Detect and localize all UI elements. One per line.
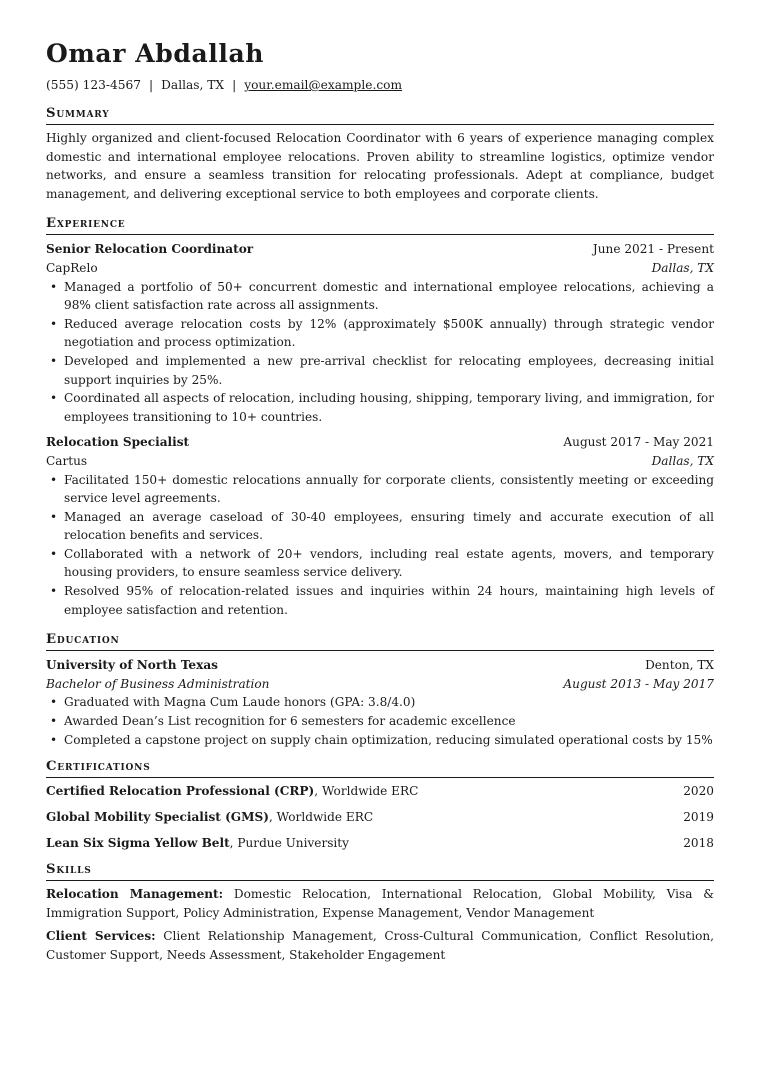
bullet-dot-icon: • [50, 472, 58, 487]
bullet-item [50, 278, 714, 315]
bullet-text: Resolved 95% of relocation-related issues and inquiries within 24 hours, maintaining high levels of employee satisfaction and retention. [64, 584, 714, 617]
certifications-heading: Certifications [46, 758, 714, 778]
job-title: Senior Relocation Coordinator [46, 242, 254, 257]
education-entry [46, 656, 714, 749]
location-text: Dallas, TX [161, 78, 225, 92]
bullet-text: Managed a portfolio of 50+ concurrent domestic and international employee relocations, achieving a 98% client satisfaction rate across all assignments. [64, 279, 714, 313]
phone-number: (555) 123-4567 [46, 78, 142, 92]
bullet-item [50, 712, 714, 731]
bullet-item [50, 471, 714, 508]
job-dates: June 2021 - Present [592, 242, 714, 257]
certification-item [46, 808, 714, 827]
summary-section [46, 105, 714, 203]
certification-issuer: , Purdue University [229, 836, 349, 851]
skill-text: Client Relationship Management, Cross-Cultural Communication, Conflict Resolution, Customer Support, Needs Assessment, Stakeholder Engagement [46, 929, 714, 962]
job-bullets [46, 278, 714, 427]
bullet-item [50, 352, 714, 389]
bullet-item [50, 582, 714, 619]
job-bullets [46, 471, 714, 620]
certification-item [46, 782, 714, 801]
contact-line [46, 77, 714, 93]
education-section [46, 631, 714, 749]
job-company-row [46, 452, 714, 471]
bullet-text: Reduced average relocation costs by 12% (approximately $500K annually) through strategic vendor negotiation and process optimization. [64, 316, 714, 350]
bullet-text: Completed a capstone project on supply chain optimization, reducing simulated operational costs by 15% [64, 732, 713, 747]
skills-list [46, 885, 714, 964]
certification-name: Lean Six Sigma Yellow Belt [46, 836, 230, 851]
school-row [46, 656, 714, 675]
certification-year: 2019 [683, 810, 714, 825]
experience-section [46, 215, 714, 619]
contact-separator: | [232, 78, 237, 92]
bullet-dot-icon: • [50, 732, 58, 747]
job-title-row [46, 240, 714, 259]
certification-list [46, 782, 714, 853]
email-link[interactable]: your.email@example.com [244, 78, 403, 92]
bullet-text: Coordinated all aspects of relocation, including housing, shipping, temporary living, and immigration, for employees transitioning to 10+ countries. [64, 391, 714, 424]
job-company-row [46, 259, 714, 278]
bullet-dot-icon: • [50, 546, 58, 561]
certification-issuer: , Worldwide ERC [314, 784, 419, 799]
certification-year: 2018 [683, 836, 714, 851]
job-company: CapRelo [46, 260, 98, 275]
bullet-dot-icon: • [50, 316, 58, 331]
school-name: University of North Texas [46, 658, 218, 673]
bullet-dot-icon: • [50, 509, 58, 524]
bullet-item [50, 508, 714, 545]
bullet-text: Managed an average caseload of 30-40 employees, ensuring timely and accurate execution of all relocation benefits and services. [64, 509, 714, 543]
bullet-item [50, 545, 714, 582]
bullet-dot-icon: • [50, 279, 58, 294]
bullet-dot-icon: • [50, 695, 58, 710]
bullet-dot-icon: • [50, 714, 58, 729]
bullet-dot-icon: • [50, 391, 58, 406]
education-dates: August 2013 - May 2017 [563, 676, 714, 691]
candidate-name: Omar Abdallah [46, 39, 265, 68]
bullet-item [50, 389, 714, 426]
job-entry [46, 433, 714, 619]
bullet-item [50, 731, 714, 750]
skill-label: Client Services: [46, 929, 156, 944]
skill-group [46, 885, 714, 922]
summary-text: Highly organized and client-focused Relocation Coordinator with 6 years of experience managing complex domestic and international employee relocations. Proven ability to streamline logistics, optimize vendor networks, and ensure a seamless transition for relocating professionals. Adept at compliance, budget management, and delivering exceptional service to both employees and corporate clients. [46, 131, 714, 201]
skill-text: Domestic Relocation, International Relocation, Global Mobility, Visa & Immigration Support, Policy Administration, Expense Management, Vendor Management [46, 887, 714, 920]
bullet-item [50, 315, 714, 352]
bullet-text: Awarded Dean’s List recognition for 6 semesters for academic excellence [64, 714, 516, 729]
certification-year: 2020 [683, 784, 714, 799]
school-location: Denton, TX [645, 658, 714, 673]
bullet-dot-icon: • [50, 584, 58, 599]
contact-separator: | [149, 78, 154, 92]
education-bullets [46, 693, 714, 749]
skill-group [46, 927, 714, 964]
degree-name: Bachelor of Business Administration [46, 676, 270, 691]
skill-label: Relocation Management: [46, 887, 224, 901]
job-company: Cartus [46, 453, 88, 468]
job-location: Dallas, TX [651, 453, 714, 468]
bullet-item [50, 693, 714, 712]
certification-item [46, 834, 714, 853]
skills-heading: Skills [46, 861, 714, 881]
certifications-section [46, 758, 714, 853]
bullet-text: Graduated with Magna Cum Laude honors (GPA: 3.8/4.0) [64, 695, 416, 710]
job-title: Relocation Specialist [46, 435, 190, 450]
education-heading: Education [46, 631, 714, 651]
bullet-dot-icon: • [50, 353, 58, 368]
bullet-text: Collaborated with a network of 20+ vendors, including real estate agents, movers, and temporary housing providers, to ensure seamless service delivery. [64, 546, 714, 580]
job-location: Dallas, TX [651, 260, 714, 275]
certification-name: Global Mobility Specialist (GMS) [46, 810, 269, 825]
job-title-row [46, 433, 714, 452]
job-entry [46, 240, 714, 426]
experience-heading: Experience [46, 215, 714, 235]
summary-heading: Summary [46, 105, 714, 125]
job-dates: August 2017 - May 2021 [563, 435, 714, 450]
degree-row [46, 675, 714, 694]
certification-name: Certified Relocation Professional (CRP) [46, 784, 315, 799]
bullet-text: Facilitated 150+ domestic relocations annually for corporate clients, consistently meeting or exceeding service level agreements. [64, 472, 714, 506]
certification-issuer: , Worldwide ERC [268, 810, 374, 825]
bullet-text: Developed and implemented a new pre-arrival checklist for relocating employees, decreasing initial support inquiries by 25%. [64, 353, 714, 387]
skills-section [46, 861, 714, 964]
